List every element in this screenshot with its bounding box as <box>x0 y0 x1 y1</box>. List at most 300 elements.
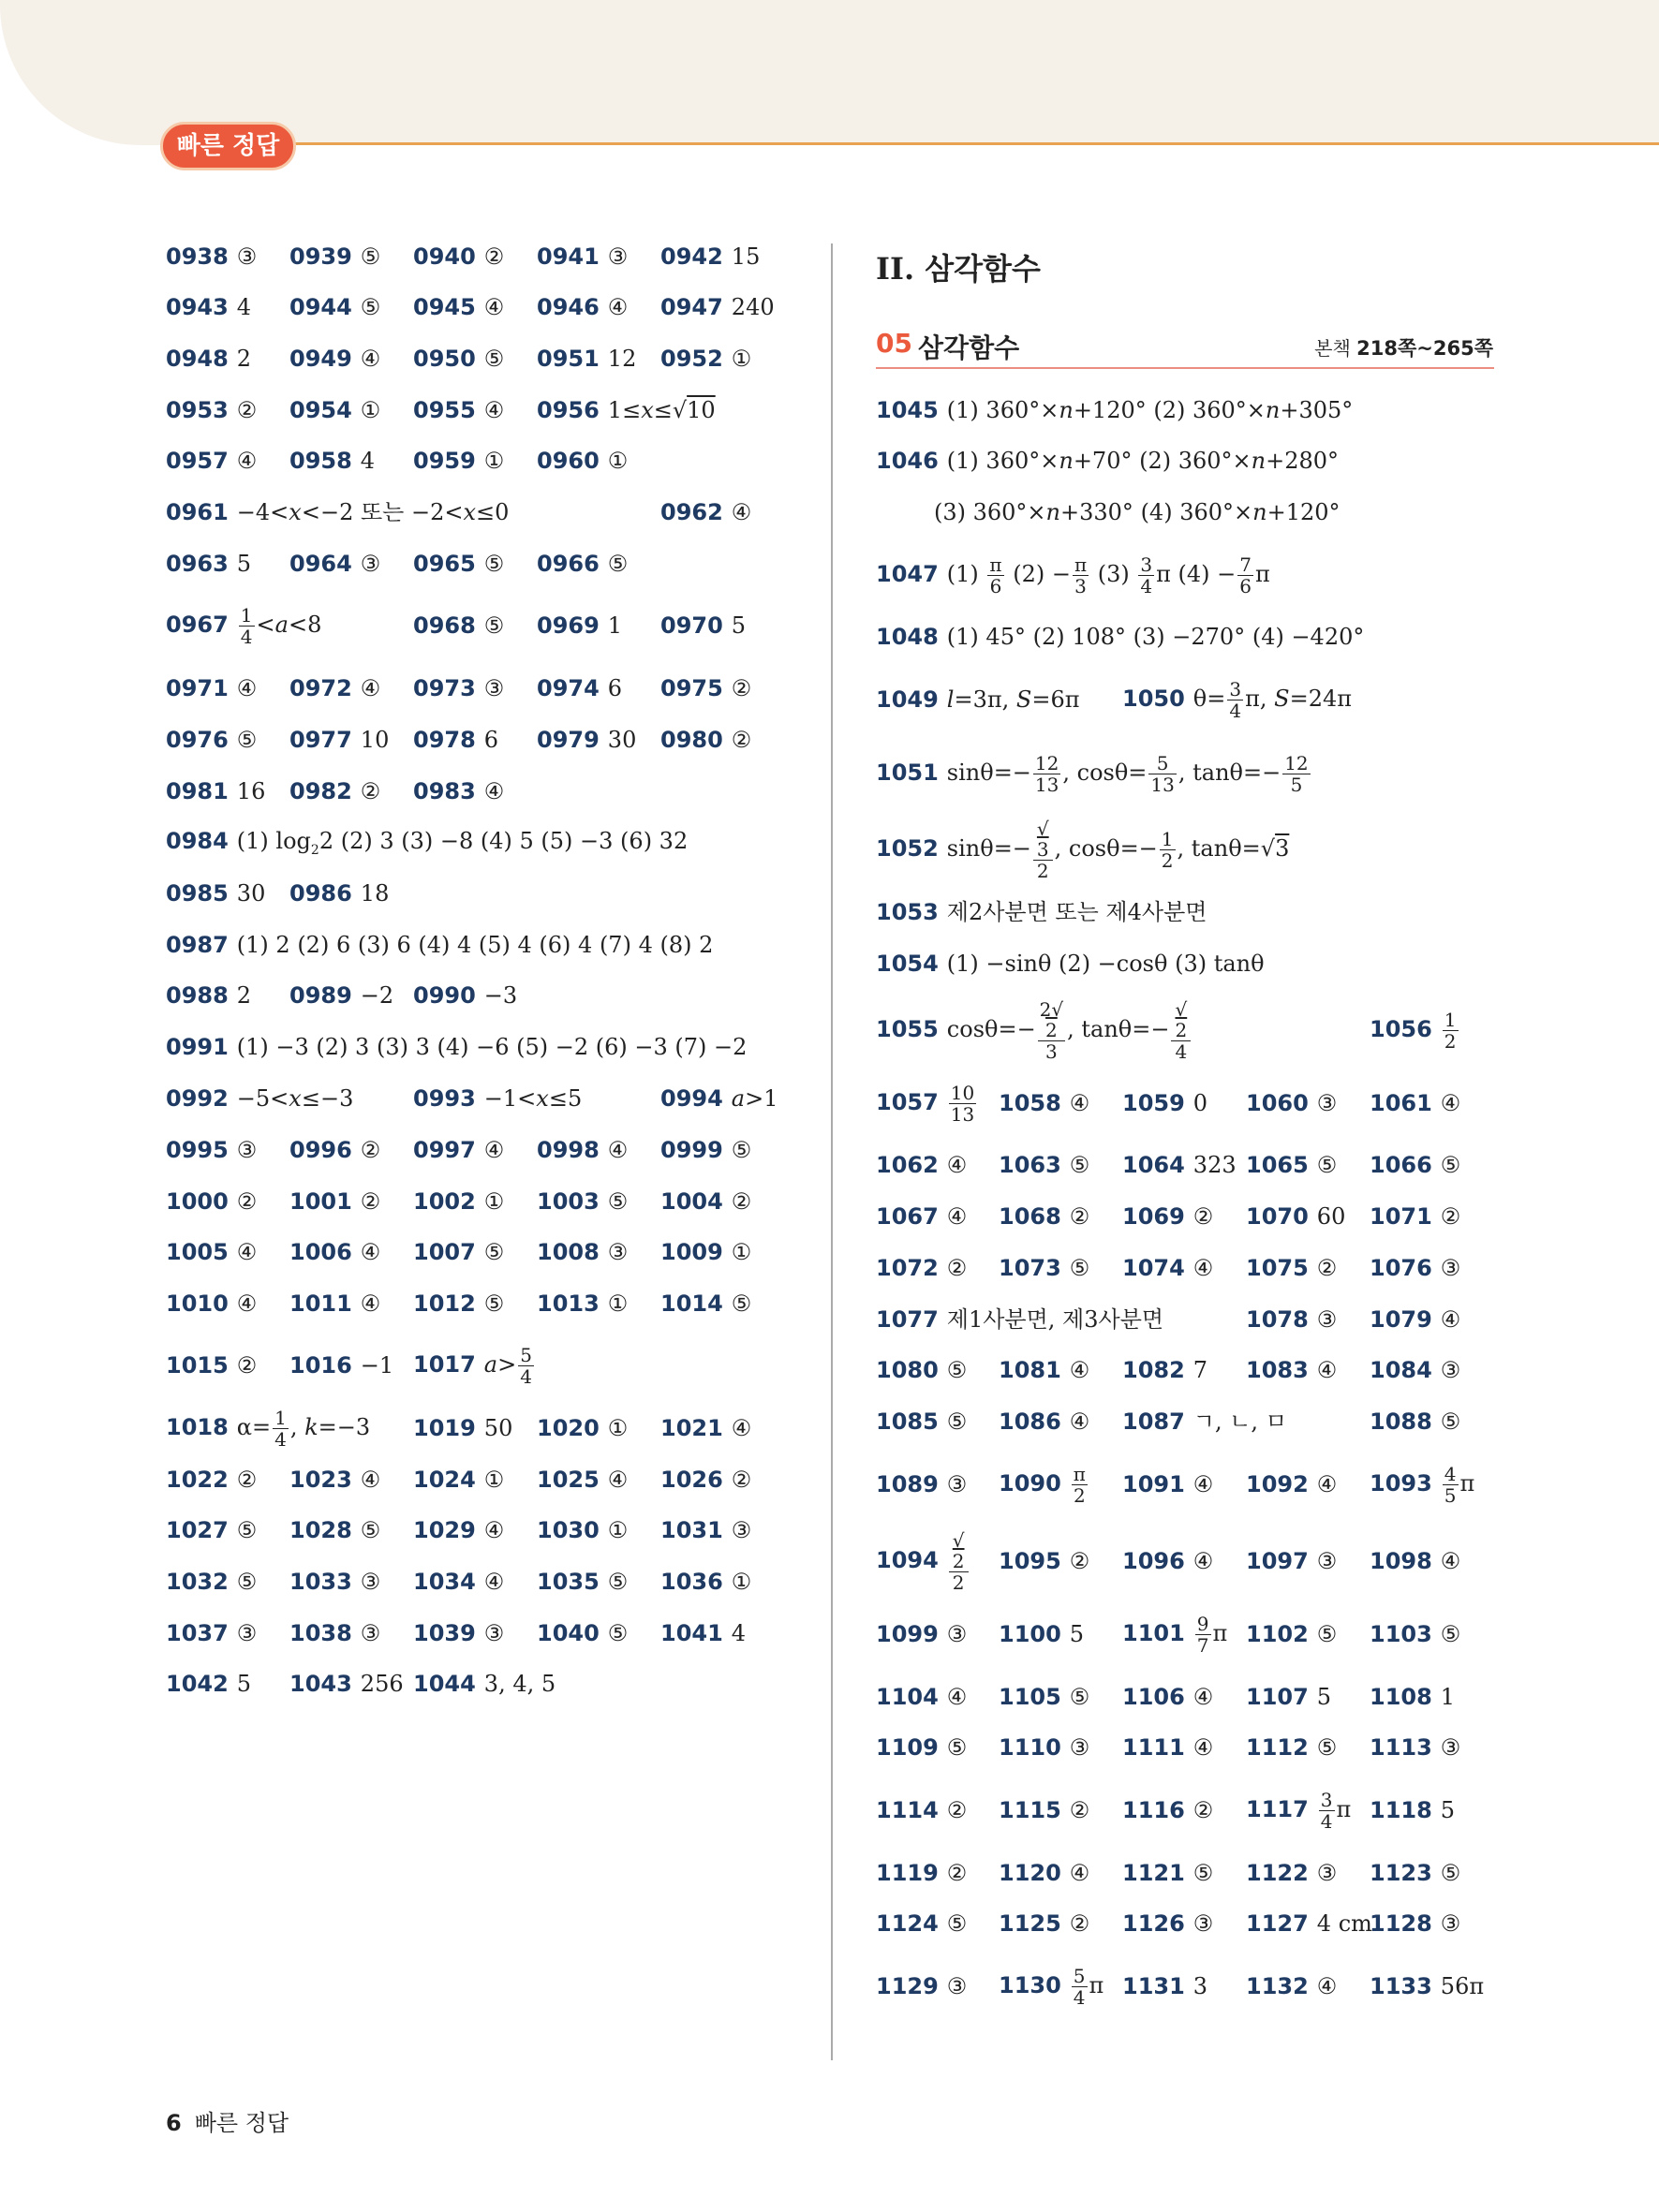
answer-value: ④ <box>483 397 505 423</box>
problem-number: 1072 <box>876 1255 939 1281</box>
problem-number: 1122 <box>1246 1860 1309 1886</box>
problem-number: 0982 <box>289 778 352 804</box>
problem-number: 1005 <box>166 1239 229 1265</box>
right-answer-item <box>876 1410 967 1433</box>
right-answer-item <box>999 1862 1089 1884</box>
left-answer-item <box>289 984 393 1007</box>
left-answer-item <box>166 1241 257 1263</box>
right-answer-item <box>1122 1736 1213 1759</box>
problem-number: 1032 <box>166 1569 229 1595</box>
answer-value: 10 <box>360 727 390 753</box>
problem-number: 1047 <box>876 560 939 587</box>
answer-value: 12 <box>607 346 637 372</box>
answer-value: ② <box>946 1255 968 1281</box>
right-answer-item <box>1122 1550 1213 1572</box>
problem-number: 0995 <box>166 1137 229 1163</box>
left-answer-item <box>537 1417 628 1439</box>
problem-number: 0990 <box>413 982 476 1009</box>
problem-number: 1132 <box>1246 1973 1309 1999</box>
answer-value: ④ <box>1440 1306 1461 1333</box>
right-answer-item <box>1122 1257 1213 1279</box>
right-answer-item <box>876 1154 967 1176</box>
problem-number: 0981 <box>166 778 229 804</box>
right-answer-item <box>999 1736 1089 1759</box>
chapter-number: 05 <box>876 328 912 359</box>
right-answer-item <box>1122 1154 1237 1176</box>
answer-value: (1) $\frac{\pi}{6}$ (2) − $\frac{\pi}{3}$ (3) $\frac{3}{4}$ π (4) − $\frac{7}{6}$ π <box>946 553 1270 597</box>
answer-value: 3 <box>1192 1973 1208 1999</box>
answer-value: 18 <box>360 880 390 907</box>
answer-value: ④ <box>483 294 505 320</box>
left-answer-item <box>660 614 746 637</box>
answer-value: ③ <box>1316 1548 1338 1574</box>
right-answer-item <box>934 501 1341 524</box>
answer-value: ② <box>1069 1910 1090 1937</box>
left-answer-item <box>166 827 689 858</box>
left-answer-item <box>537 553 628 575</box>
right-answer-item <box>1370 1623 1460 1645</box>
problem-number: 1031 <box>660 1517 723 1543</box>
answer-value: ③ <box>1069 1734 1090 1761</box>
answer-value: ② <box>360 1188 381 1215</box>
problem-number: 0956 <box>537 397 600 423</box>
problem-number: 0987 <box>166 932 229 958</box>
ref-pages: 218쪽~265쪽 <box>1356 337 1493 360</box>
problem-number: 1129 <box>876 1973 939 1999</box>
answer-value: ④ <box>1069 1357 1090 1383</box>
problem-number: 1019 <box>413 1415 476 1441</box>
right-answer-item <box>876 1686 967 1708</box>
problem-number: 1035 <box>537 1569 600 1595</box>
answer-value: ② <box>1069 1548 1090 1574</box>
answer-value: ⑤ <box>1440 1860 1461 1886</box>
problem-number: 1051 <box>876 759 939 786</box>
answer-value: ② <box>1192 1203 1214 1230</box>
problem-number: 1044 <box>413 1671 476 1697</box>
answer-value: 240 <box>731 294 775 320</box>
problem-number: 1121 <box>1122 1860 1185 1886</box>
problem-number: 1026 <box>660 1467 723 1493</box>
left-answer-item <box>660 347 751 370</box>
problem-number: 0957 <box>166 448 229 474</box>
left-answer-item <box>660 1292 751 1315</box>
problem-number: 1058 <box>999 1090 1061 1116</box>
answer-value: ① <box>731 1239 752 1265</box>
answer-value: ① <box>607 448 629 474</box>
left-answer-item <box>166 1087 353 1110</box>
problem-number: 0996 <box>289 1137 352 1163</box>
chapter-page-ref <box>1314 333 1493 361</box>
quick-answer-badge: 빠른 정답 <box>160 122 296 170</box>
answer-value: ④ <box>1069 1090 1090 1116</box>
answer-value: α= $\frac{1}{4}$ , k=−3 <box>236 1406 371 1451</box>
left-answer-item <box>660 1241 751 1263</box>
answer-value: ⑤ <box>731 1290 752 1317</box>
chapter-rule <box>876 367 1494 369</box>
right-answer-item <box>876 999 1192 1062</box>
answer-value: ④ <box>607 1137 629 1163</box>
problem-number: 1073 <box>999 1255 1061 1281</box>
problem-number: 1039 <box>413 1620 476 1646</box>
left-answer-item <box>289 1673 404 1695</box>
answer-value: ⑤ <box>946 1408 968 1435</box>
left-answer-item <box>660 501 751 524</box>
problem-number: 1077 <box>876 1306 939 1333</box>
right-answer-item <box>1246 1623 1337 1645</box>
page-number: 6 <box>166 2110 182 2136</box>
problem-number: 1061 <box>1370 1090 1432 1116</box>
problem-number: 1033 <box>289 1569 352 1595</box>
left-answer-item <box>166 1292 257 1315</box>
problem-number: 0975 <box>660 675 723 701</box>
left-answer-item <box>660 1622 746 1644</box>
problem-number: 0993 <box>413 1085 476 1112</box>
problem-number: 1037 <box>166 1620 229 1646</box>
left-answer-item <box>166 605 321 647</box>
problem-number: 1088 <box>1370 1408 1432 1435</box>
right-answer-item <box>1246 1473 1337 1496</box>
problem-number: 1006 <box>289 1239 352 1265</box>
problem-number: 1105 <box>999 1684 1061 1710</box>
problem-number: 1086 <box>999 1408 1061 1435</box>
answer-value: ④ <box>1192 1471 1214 1497</box>
answer-value: a> $\frac{5}{4}$ <box>483 1343 532 1388</box>
left-answer-item <box>289 1292 380 1315</box>
answer-value: ① <box>607 1290 629 1317</box>
right-answer-item <box>1246 1257 1337 1279</box>
problem-number: 1001 <box>289 1188 352 1215</box>
right-answer-item <box>999 1464 1089 1506</box>
left-answer-item <box>289 882 389 905</box>
left-answer-item <box>413 1468 504 1491</box>
problem-number: 1108 <box>1370 1684 1432 1710</box>
problem-number: 1110 <box>999 1734 1061 1761</box>
right-answer-item <box>1122 1614 1227 1656</box>
problem-number: 1111 <box>1122 1734 1185 1761</box>
problem-number: 1046 <box>876 448 939 474</box>
answer-value: ③ <box>360 551 381 577</box>
answer-value: ⑤ <box>607 1569 629 1595</box>
problem-number: 1015 <box>166 1352 229 1379</box>
answer-value: ③ <box>1440 1255 1461 1281</box>
answer-value: ③ <box>946 1973 968 1999</box>
problem-number: 1003 <box>537 1188 600 1215</box>
problem-number: 0998 <box>537 1137 600 1163</box>
answer-value: ⑤ <box>946 1734 968 1761</box>
right-answer-item <box>876 450 1339 472</box>
right-answer-item <box>876 1359 967 1381</box>
answer-value: 16 <box>236 778 266 804</box>
answer-value: (1) 360°×n+70° (2) 360°×n+280° <box>946 448 1340 474</box>
left-answer-item <box>413 296 504 318</box>
answer-value: 5 <box>1440 1797 1456 1823</box>
problem-number: 1079 <box>1370 1306 1432 1333</box>
problem-number: 1029 <box>413 1517 476 1543</box>
answer-value: ① <box>731 1569 752 1595</box>
right-answer-item <box>1370 1736 1460 1759</box>
left-answer-item <box>166 780 265 803</box>
answer-value: ④ <box>731 499 752 525</box>
problem-number: 0960 <box>537 448 600 474</box>
answer-value: ③ <box>236 1620 258 1646</box>
left-answer-item <box>413 729 498 751</box>
problem-number: 0997 <box>413 1137 476 1163</box>
problem-number: 0954 <box>289 397 352 423</box>
left-answer-item <box>166 984 251 1007</box>
answer-value: ② <box>1440 1203 1461 1230</box>
answer-value: cosθ=− 2√ 2 3 , tanθ=− √ 2 4 <box>947 1016 1192 1042</box>
answer-value: $\frac{3}{4}$ π <box>1320 1788 1352 1833</box>
problem-number: 1045 <box>876 397 939 423</box>
answer-value: −2 <box>360 982 394 1009</box>
problem-number: 0976 <box>166 727 229 753</box>
left-answer-item <box>413 399 504 421</box>
answer-value: ② <box>731 1467 752 1493</box>
right-answer-item <box>1122 1975 1207 1998</box>
right-answer-item <box>1370 1308 1460 1331</box>
problem-number: 0994 <box>660 1085 723 1112</box>
answer-value: 6 <box>607 675 623 701</box>
left-answer-item <box>166 1139 257 1161</box>
answer-value: ④ <box>946 1684 968 1710</box>
problem-number: 1133 <box>1370 1973 1432 1999</box>
answer-value: 5 <box>236 1671 252 1697</box>
answer-value: 1 <box>607 612 623 639</box>
left-answer-item <box>537 677 622 700</box>
answer-value: (3) 360°×n+330° (4) 360°×n+120° <box>934 499 1341 525</box>
left-answer-item <box>660 1190 751 1213</box>
answer-value: ④ <box>1192 1255 1214 1281</box>
right-answer-item <box>999 1410 1089 1433</box>
left-answer-item <box>413 1571 504 1593</box>
answer-value: ④ <box>483 1569 505 1595</box>
problem-number: 1096 <box>1122 1548 1185 1574</box>
problem-number: 1103 <box>1370 1621 1432 1647</box>
answer-value: 2 <box>236 346 252 372</box>
problem-number: 0992 <box>166 1085 229 1112</box>
left-answer-item <box>660 1087 778 1110</box>
right-answer-item <box>876 1083 978 1125</box>
problem-number: 0963 <box>166 551 229 577</box>
answer-value: ④ <box>483 778 505 804</box>
answer-value: ③ <box>731 1517 752 1543</box>
left-answer-item <box>289 245 380 268</box>
answer-value: ⑤ <box>607 1188 629 1215</box>
answer-value: ⑤ <box>1069 1684 1090 1710</box>
answer-value: 6 <box>483 727 499 753</box>
problem-number: 0962 <box>660 499 723 525</box>
right-answer-item <box>1246 1686 1331 1708</box>
problem-number: 1095 <box>999 1548 1061 1574</box>
answer-value: ④ <box>236 1290 258 1317</box>
left-answer-item <box>660 1417 751 1439</box>
problem-number: 1107 <box>1246 1684 1309 1710</box>
problem-number: 1041 <box>660 1620 723 1646</box>
left-answer-item <box>289 677 380 700</box>
answer-value: ① <box>483 448 505 474</box>
answer-value: ④ <box>1316 1357 1338 1383</box>
problem-number: 0955 <box>413 397 476 423</box>
answer-value: ② <box>360 778 381 804</box>
right-answer-item <box>1246 1550 1337 1572</box>
answer-value: ⑤ <box>1316 1734 1338 1761</box>
left-answer-item <box>413 1292 504 1315</box>
answer-value: ① <box>607 1415 629 1441</box>
left-answer-item <box>289 1354 393 1377</box>
left-answer-item <box>289 1519 380 1541</box>
right-answer-item <box>1370 1359 1460 1381</box>
problem-number: 1016 <box>289 1352 352 1379</box>
problem-number: 1091 <box>1122 1471 1185 1497</box>
problem-number: 1087 <box>1122 1408 1185 1435</box>
problem-number: 1066 <box>1370 1152 1432 1178</box>
problem-number: 1012 <box>413 1290 476 1317</box>
answer-value: 30 <box>607 727 637 753</box>
problem-number: 0958 <box>289 448 352 474</box>
problem-number: 1010 <box>166 1290 229 1317</box>
problem-number: 1109 <box>876 1734 939 1761</box>
right-answer-item <box>1122 1359 1207 1381</box>
right-answer-item <box>876 554 1270 597</box>
right-answer-item <box>876 901 1207 923</box>
answer-value: ④ <box>1440 1090 1461 1116</box>
problem-number: 1049 <box>876 686 939 713</box>
answer-value: ⑤ <box>1440 1152 1461 1178</box>
problem-number: 1080 <box>876 1357 939 1383</box>
answer-value: −1<x≤5 <box>483 1085 583 1112</box>
answer-value: ④ <box>360 1239 381 1265</box>
answer-value: ⑤ <box>1069 1255 1090 1281</box>
problem-number: 1083 <box>1246 1357 1309 1383</box>
answer-value: ③ <box>1192 1910 1214 1937</box>
answer-value: 2 <box>236 982 252 1009</box>
right-answer-item <box>1370 1912 1460 1935</box>
right-answer-item <box>876 1257 967 1279</box>
answer-value: ② <box>946 1797 968 1823</box>
problem-number: 0950 <box>413 346 476 372</box>
answer-value: $\frac{\pi}{2}$ <box>1073 1462 1086 1507</box>
answer-value: $\frac{1}{2}$ <box>1444 1008 1457 1053</box>
problem-number: 0991 <box>166 1034 229 1060</box>
answer-value: $\frac{4}{5}$ π <box>1444 1462 1475 1507</box>
answer-value: sinθ=− $\frac{12}{13}$ , cosθ= $\frac{5}{13}$ , tanθ=− $\frac{12}{5}$ <box>946 751 1309 796</box>
right-answer-item <box>1370 1410 1460 1433</box>
answer-value: ① <box>607 1517 629 1543</box>
left-answer-item <box>537 347 636 370</box>
problem-number: 1102 <box>1246 1621 1309 1647</box>
answer-value: (1) $\log_22$ (2) 3 (3) −8 (4) 5 (5) −3 (6) 32 <box>236 827 689 858</box>
problem-number: 1028 <box>289 1517 352 1543</box>
answer-value: −1 <box>360 1352 394 1379</box>
answer-value: 0 <box>1192 1090 1208 1116</box>
problem-number: 1022 <box>166 1467 229 1493</box>
problem-number: 1112 <box>1246 1734 1309 1761</box>
answer-value: $\frac{1}{4}$ <a<8 <box>240 603 322 648</box>
right-answer-item <box>1246 1975 1337 1998</box>
answer-value: ③ <box>1440 1357 1461 1383</box>
answer-value: 256 <box>360 1671 404 1697</box>
right-answer-item <box>876 753 1312 795</box>
answer-value: ① <box>731 346 752 372</box>
right-answer-item <box>1370 1205 1460 1228</box>
problem-number: 1084 <box>1370 1357 1432 1383</box>
answer-value: ② <box>731 675 752 701</box>
left-answer-item <box>537 296 628 318</box>
answer-value: ③ <box>360 1620 381 1646</box>
answer-value: ① <box>360 397 381 423</box>
problem-number: 1056 <box>1370 1015 1432 1042</box>
answer-value: ④ <box>483 1137 505 1163</box>
right-answer-item <box>876 1799 967 1821</box>
problem-number: 1085 <box>876 1408 939 1435</box>
answer-value: ⑤ <box>1069 1152 1090 1178</box>
right-answer-item <box>876 1736 967 1759</box>
answer-value: 5 <box>1069 1621 1085 1647</box>
answer-value: ③ <box>1316 1090 1338 1116</box>
left-answer-item <box>537 1468 628 1491</box>
answer-value: ③ <box>483 1620 505 1646</box>
problem-number: 1069 <box>1122 1203 1185 1230</box>
problem-number: 0938 <box>166 243 229 270</box>
right-answer-item <box>1246 1092 1337 1114</box>
left-answer-item <box>413 1673 555 1695</box>
answer-value: ⑤ <box>236 1569 258 1595</box>
problem-number: 1027 <box>166 1517 229 1543</box>
left-answer-item <box>289 553 380 575</box>
answer-value: sinθ=− √ 3 2 , cosθ=− $\frac{1}{2}$ , tanθ=√3 <box>946 817 1290 882</box>
answer-value: ④ <box>236 448 258 474</box>
left-answer-item <box>166 1190 257 1213</box>
left-answer-item <box>289 729 389 751</box>
left-answer-item <box>537 729 636 751</box>
problem-number: 0973 <box>413 675 476 701</box>
problem-number: 1009 <box>660 1239 723 1265</box>
problem-number: 1053 <box>876 899 939 925</box>
left-answer-item <box>166 1036 747 1058</box>
answer-value: ② <box>1316 1255 1338 1281</box>
answer-value: −5<x≤−3 <box>236 1085 354 1112</box>
answer-value: ⑤ <box>483 551 505 577</box>
right-answer-item <box>1370 1154 1460 1176</box>
answer-value: ⑤ <box>360 1517 381 1543</box>
problem-number: 1042 <box>166 1671 229 1697</box>
problem-number: 1113 <box>1370 1734 1432 1761</box>
answer-value: ④ <box>1192 1684 1214 1710</box>
left-answer-item <box>660 245 760 268</box>
left-answer-item <box>537 1139 628 1161</box>
answer-value: ② <box>236 1467 258 1493</box>
left-answer-item <box>166 296 251 318</box>
answer-value: ④ <box>1069 1408 1090 1435</box>
left-answer-item <box>537 1292 628 1315</box>
left-answer-item <box>166 553 251 575</box>
right-answer-item <box>1246 1205 1345 1228</box>
problem-number: 0953 <box>166 397 229 423</box>
left-answer-item <box>537 1571 628 1593</box>
answer-value: ② <box>946 1860 968 1886</box>
problem-number: 0972 <box>289 675 352 701</box>
problem-number: 1043 <box>289 1671 352 1697</box>
left-answer-item <box>413 1241 504 1263</box>
left-answer-item <box>660 677 751 700</box>
answer-value: ④ <box>1069 1860 1090 1886</box>
answer-value: ⑤ <box>360 243 381 270</box>
problem-number: 0943 <box>166 294 229 320</box>
right-answer-item <box>999 1257 1089 1279</box>
problem-number: 1099 <box>876 1621 939 1647</box>
problem-number: 0961 <box>166 499 229 525</box>
answer-value: ⑤ <box>607 1620 629 1646</box>
